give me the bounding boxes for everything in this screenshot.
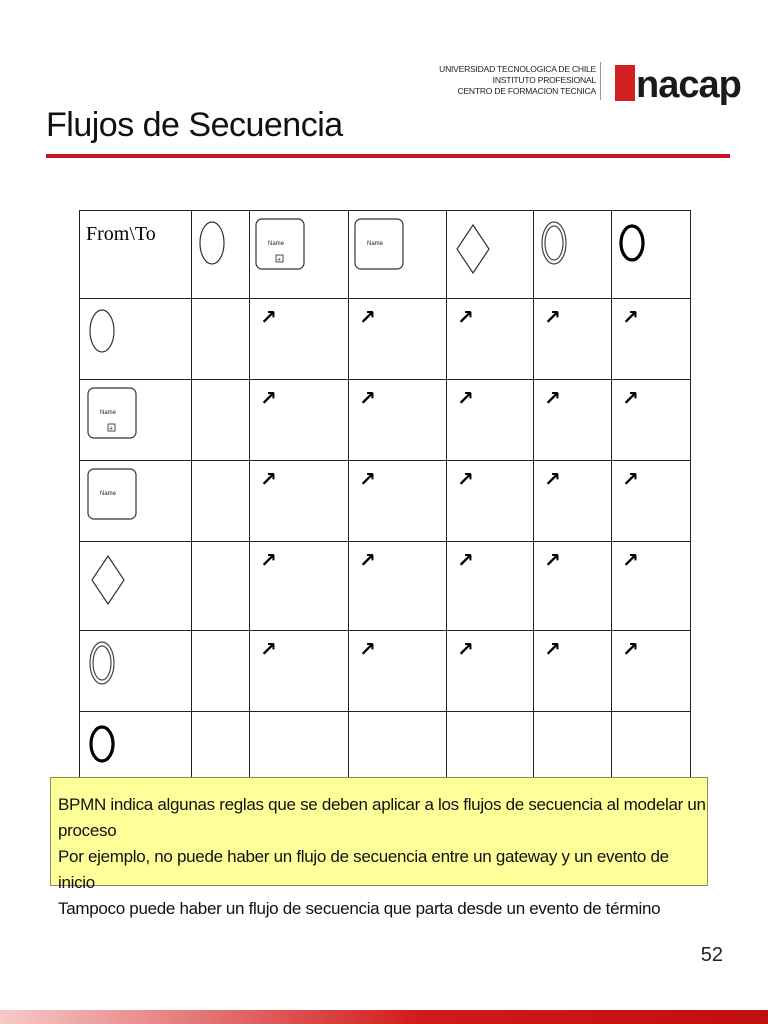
column-header-start-event xyxy=(192,211,250,299)
svg-text:Name: Name xyxy=(268,241,285,247)
svg-text:Name: Name xyxy=(367,241,384,247)
logo-text: nacap xyxy=(636,64,741,106)
row-header-start-event xyxy=(80,299,192,380)
table-cell xyxy=(612,631,691,712)
allowed-arrow-icon: ↗ xyxy=(544,386,561,410)
row-header-task xyxy=(80,461,192,542)
title-underline xyxy=(46,154,730,158)
column-header-subprocess xyxy=(250,211,349,299)
table-row xyxy=(80,542,691,631)
allowed-arrow-icon: ↗ xyxy=(260,386,277,410)
inacap-logo xyxy=(612,62,741,110)
subprocess-icon xyxy=(80,380,170,460)
allowed-arrow-icon: ↗ xyxy=(457,637,474,661)
subprocess-icon xyxy=(250,211,340,291)
allowed-arrow-icon: ↗ xyxy=(457,305,474,329)
column-header-end-event xyxy=(612,211,691,299)
table-header-row xyxy=(80,211,691,299)
allowed-arrow-icon: ↗ xyxy=(359,467,376,491)
svg-text:Name: Name xyxy=(100,410,117,416)
column-header-intermediate-event xyxy=(534,211,612,299)
allowed-arrow-icon: ↗ xyxy=(260,548,277,572)
table-cell xyxy=(250,631,349,712)
allowed-arrow-icon: ↗ xyxy=(544,305,561,329)
table-cell xyxy=(447,542,534,631)
task-icon xyxy=(80,461,170,541)
gateway-icon xyxy=(447,211,537,291)
table-cell xyxy=(447,461,534,542)
svg-text:+: + xyxy=(277,256,282,264)
table-cell xyxy=(250,380,349,461)
table-cell xyxy=(534,631,612,712)
row-header-intermediate-event xyxy=(80,631,192,712)
start-event-icon xyxy=(80,299,170,379)
svg-text:Name: Name xyxy=(100,491,117,497)
page-title: Flujos de Secuencia xyxy=(46,106,343,144)
table-cell xyxy=(250,461,349,542)
table-cell xyxy=(349,380,447,461)
institution-line: UNIVERSIDAD TECNOLOGICA DE CHILE xyxy=(439,64,596,74)
table-row xyxy=(80,299,691,380)
note-line: Tampoco puede haber un flujo de secuencia que parta desde un evento de término xyxy=(58,899,661,918)
table-cell xyxy=(349,631,447,712)
corner-cell xyxy=(80,211,192,299)
gateway-icon xyxy=(80,542,170,622)
table-cell xyxy=(250,542,349,631)
allowed-arrow-icon: ↗ xyxy=(544,637,561,661)
table-cell xyxy=(349,299,447,380)
logo-red-block xyxy=(615,65,635,101)
allowed-arrow-icon: ↗ xyxy=(622,548,639,572)
table-cell xyxy=(192,631,250,712)
allowed-arrow-icon: ↗ xyxy=(359,548,376,572)
allowed-arrow-icon: ↗ xyxy=(457,386,474,410)
table-cell xyxy=(534,380,612,461)
allowed-arrow-icon: ↗ xyxy=(457,467,474,491)
allowed-arrow-icon: ↗ xyxy=(359,386,376,410)
allowed-arrow-icon: ↗ xyxy=(544,548,561,572)
allowed-arrow-icon: ↗ xyxy=(544,467,561,491)
table-cell xyxy=(612,380,691,461)
institution-line: INSTITUTO PROFESIONAL xyxy=(492,75,596,85)
table-cell xyxy=(192,542,250,631)
allowed-arrow-icon: ↗ xyxy=(260,637,277,661)
allowed-arrow-icon: ↗ xyxy=(622,305,639,329)
allowed-arrow-icon: ↗ xyxy=(622,386,639,410)
table-cell xyxy=(612,542,691,631)
allowed-arrow-icon: ↗ xyxy=(359,305,376,329)
table-cell xyxy=(192,299,250,380)
header-divider xyxy=(600,62,601,100)
allowed-arrow-icon: ↗ xyxy=(457,548,474,572)
table-row xyxy=(80,461,691,542)
table-cell xyxy=(534,299,612,380)
intermediate-event-icon xyxy=(534,211,624,291)
institution-line: CENTRO DE FORMACION TECNICA xyxy=(457,86,596,96)
allowed-arrow-icon: ↗ xyxy=(260,305,277,329)
allowed-arrow-icon: ↗ xyxy=(359,637,376,661)
row-header-subprocess xyxy=(80,380,192,461)
from-to-label: From\To xyxy=(86,223,156,245)
table-cell xyxy=(447,299,534,380)
table-row xyxy=(80,631,691,712)
table-cell xyxy=(534,542,612,631)
sequence-flow-table xyxy=(79,210,691,793)
table-cell xyxy=(447,380,534,461)
table-cell xyxy=(349,461,447,542)
page-number: 52 xyxy=(700,944,723,966)
table-cell xyxy=(534,461,612,542)
allowed-arrow-icon: ↗ xyxy=(622,467,639,491)
bottom-accent-bar xyxy=(0,1010,768,1024)
allowed-arrow-icon: ↗ xyxy=(622,637,639,661)
task-icon xyxy=(349,211,439,291)
institution-block xyxy=(439,64,596,97)
end-event-icon xyxy=(612,211,702,291)
table-cell xyxy=(612,299,691,380)
table-cell xyxy=(612,461,691,542)
note-line: BPMN indica algunas reglas que se deben aplicar a los flujos de secuencia al modelar un proceso xyxy=(58,795,706,840)
note-line: Por ejemplo, no puede haber un flujo de secuencia entre un gateway y un evento de inicio xyxy=(58,847,669,892)
table-row xyxy=(80,380,691,461)
table-cell xyxy=(192,380,250,461)
intermediate-event-icon xyxy=(80,631,170,711)
column-header-gateway xyxy=(447,211,534,299)
table-cell xyxy=(447,631,534,712)
svg-text:+: + xyxy=(109,425,114,433)
column-header-task xyxy=(349,211,447,299)
rules-note xyxy=(50,777,708,918)
table-cell xyxy=(250,299,349,380)
table-cell xyxy=(192,461,250,542)
table-cell xyxy=(349,542,447,631)
allowed-arrow-icon: ↗ xyxy=(260,467,277,491)
row-header-gateway xyxy=(80,542,192,631)
